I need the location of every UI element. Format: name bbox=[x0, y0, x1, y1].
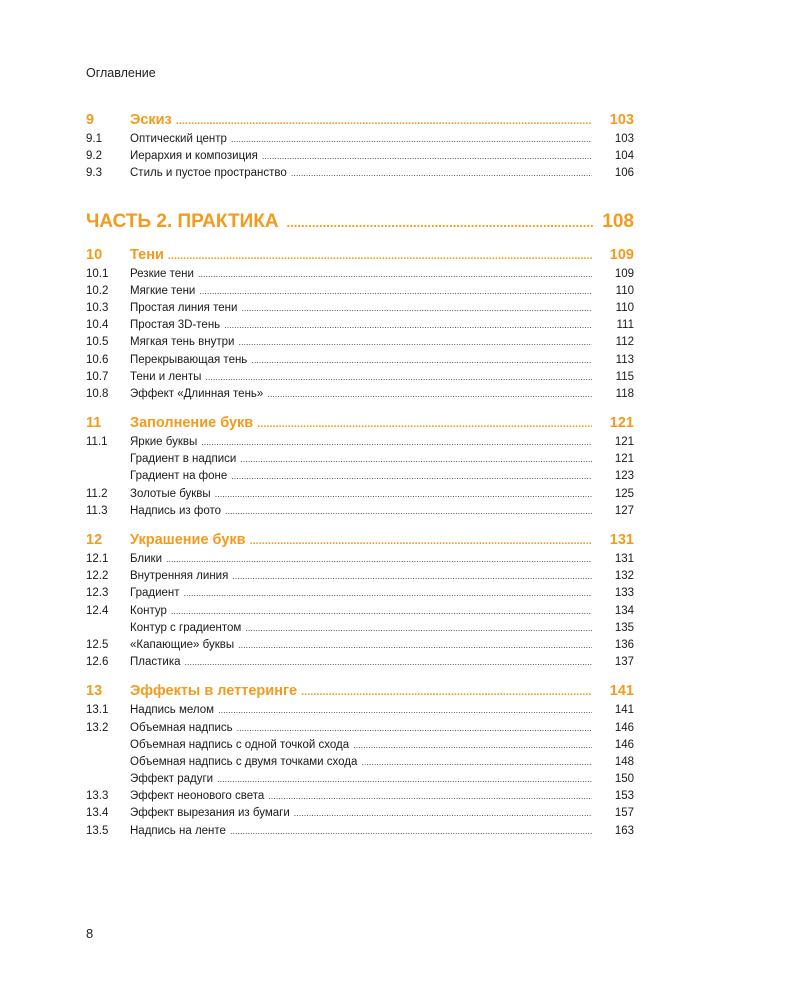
entry-title: Эффект вырезания из бумаги bbox=[130, 807, 290, 820]
dot-leader bbox=[257, 418, 592, 430]
entry-title: Градиент в надписи bbox=[130, 453, 237, 466]
entry-number: 12.2 bbox=[86, 570, 109, 583]
entry-number: 13.2 bbox=[86, 721, 109, 734]
dot-leader bbox=[215, 489, 592, 499]
toc-entry[interactable] bbox=[86, 268, 634, 285]
part-title: ЧАСТЬ 2. ПРАКТИКА bbox=[86, 210, 279, 232]
dot-leader bbox=[301, 686, 592, 698]
dot-leader bbox=[238, 640, 592, 650]
toc-entry[interactable] bbox=[86, 605, 634, 622]
toc-entry[interactable] bbox=[86, 807, 634, 824]
dot-leader bbox=[245, 623, 592, 633]
entry-title: Стиль и пустое пространство bbox=[130, 167, 287, 180]
entry-page: 109 bbox=[614, 267, 634, 280]
toc-entry[interactable] bbox=[86, 133, 634, 150]
entry-title: Внутренняя линия bbox=[130, 570, 229, 583]
toc-entry[interactable] bbox=[86, 371, 634, 388]
entry-page: 146 bbox=[614, 721, 634, 734]
table-of-contents bbox=[86, 112, 634, 842]
toc-entry[interactable] bbox=[86, 756, 634, 773]
toc-entry[interactable] bbox=[86, 167, 634, 184]
dot-leader bbox=[199, 286, 592, 296]
entry-title: Контур bbox=[130, 604, 167, 617]
dot-leader bbox=[353, 740, 592, 750]
dot-leader bbox=[268, 791, 592, 801]
entry-title: Блики bbox=[130, 553, 163, 565]
entry-title: Контур с градиентом bbox=[130, 621, 242, 634]
chapter-page: 121 bbox=[609, 415, 634, 432]
dot-leader bbox=[224, 320, 592, 330]
dot-leader bbox=[205, 372, 592, 382]
entry-title: Эффект неонового света bbox=[130, 790, 265, 803]
dot-leader bbox=[230, 826, 592, 836]
dot-leader bbox=[291, 168, 592, 178]
entry-title: Градиент bbox=[130, 587, 180, 600]
toc-entry[interactable] bbox=[86, 336, 634, 353]
entry-page: 111 bbox=[616, 319, 634, 332]
entry-title: Объемная надпись с одной точкой схода bbox=[130, 738, 350, 751]
entry-page: 106 bbox=[614, 167, 634, 180]
dot-leader bbox=[231, 471, 592, 481]
toc-entry[interactable] bbox=[86, 773, 634, 790]
entry-page: 137 bbox=[614, 656, 634, 669]
entry-page: 127 bbox=[614, 504, 634, 517]
entry-page: 118 bbox=[615, 387, 634, 400]
toc-chapter-13[interactable] bbox=[86, 683, 634, 704]
chapter-title: Эскиз bbox=[130, 112, 172, 128]
entry-title: Эффект «Длинная тень» bbox=[130, 387, 264, 400]
chapter-title: Тени bbox=[130, 246, 164, 263]
toc-entry[interactable] bbox=[86, 354, 634, 371]
entry-page: 103 bbox=[614, 133, 634, 145]
toc-entry[interactable] bbox=[86, 505, 634, 522]
dot-leader bbox=[201, 437, 592, 447]
toc-part-2[interactable] bbox=[86, 211, 634, 237]
toc-entry[interactable] bbox=[86, 656, 634, 673]
entry-title: Оптический центр bbox=[130, 133, 227, 145]
entry-number: 12.6 bbox=[86, 656, 109, 669]
toc-entry[interactable] bbox=[86, 553, 634, 570]
entry-page: 110 bbox=[615, 301, 634, 314]
entry-page: 153 bbox=[614, 790, 634, 803]
entry-number: 12.5 bbox=[86, 638, 109, 651]
entry-title: Надпись на ленте bbox=[130, 824, 226, 837]
entry-number: 12.4 bbox=[86, 604, 109, 617]
chapter-page: 141 bbox=[609, 683, 634, 700]
dot-leader bbox=[237, 723, 592, 733]
dot-leader bbox=[198, 269, 592, 279]
dot-leader bbox=[267, 389, 592, 399]
toc-entry[interactable] bbox=[86, 570, 634, 587]
dot-leader bbox=[185, 657, 593, 667]
chapter-title: Эффекты в леттеринге bbox=[130, 683, 298, 700]
entry-number: 10.4 bbox=[86, 319, 109, 332]
toc-chapter-10[interactable] bbox=[86, 247, 634, 268]
entry-number: 11.3 bbox=[86, 504, 108, 517]
toc-entry[interactable] bbox=[86, 825, 634, 842]
toc-entry[interactable] bbox=[86, 639, 634, 656]
toc-entry[interactable] bbox=[86, 470, 634, 487]
entry-title: Простая линия тени bbox=[130, 301, 238, 314]
entry-page: 133 bbox=[614, 587, 634, 600]
entry-number: 10.2 bbox=[86, 284, 109, 297]
entry-page: 121 bbox=[614, 436, 634, 449]
dot-leader bbox=[250, 535, 592, 547]
entry-title: Яркие буквы bbox=[130, 436, 198, 449]
dot-leader bbox=[251, 355, 592, 365]
entry-title: Надпись из фото bbox=[130, 504, 222, 517]
entry-number: 10.1 bbox=[86, 267, 109, 280]
toc-entry[interactable] bbox=[86, 285, 634, 302]
dot-leader bbox=[238, 337, 592, 347]
toc-entry[interactable] bbox=[86, 453, 634, 470]
entry-page: 132 bbox=[614, 570, 634, 583]
toc-entry[interactable] bbox=[86, 722, 634, 739]
dot-leader bbox=[287, 215, 595, 230]
entry-title: Эффект радуги bbox=[130, 773, 214, 786]
entry-title: Градиент на фоне bbox=[130, 470, 228, 483]
entry-number: 9.2 bbox=[86, 150, 102, 163]
toc-entry[interactable] bbox=[86, 488, 634, 505]
chapter-page: 103 bbox=[609, 112, 634, 128]
toc-chapter-9[interactable] bbox=[86, 112, 634, 133]
dot-leader bbox=[168, 250, 592, 262]
entry-page: 115 bbox=[615, 370, 634, 383]
entry-page: 135 bbox=[614, 621, 634, 634]
chapter-number: 10 bbox=[86, 246, 103, 263]
entry-page: 112 bbox=[615, 336, 634, 349]
entry-page: 121 bbox=[614, 453, 634, 466]
dot-leader bbox=[361, 757, 592, 767]
entry-page: 125 bbox=[614, 487, 634, 500]
toc-entry[interactable] bbox=[86, 622, 634, 639]
toc-chapter-12[interactable] bbox=[86, 532, 634, 553]
chapter-title: Заполнение букв bbox=[130, 415, 254, 432]
dot-leader bbox=[231, 134, 592, 144]
entry-page: 146 bbox=[614, 738, 634, 751]
entry-number: 10.3 bbox=[86, 301, 109, 314]
running-header: Оглавление bbox=[86, 66, 156, 80]
toc-entry[interactable] bbox=[86, 319, 634, 336]
entry-number: 12.3 bbox=[86, 587, 109, 600]
dot-leader bbox=[262, 151, 592, 161]
entry-number: 11.2 bbox=[86, 487, 108, 500]
dot-leader bbox=[218, 705, 592, 715]
entry-title: Пластика bbox=[130, 656, 181, 669]
entry-title: Объемная надпись bbox=[130, 721, 233, 734]
entry-page: 134 bbox=[614, 604, 634, 617]
entry-title: Иерархия и композиция bbox=[130, 150, 258, 163]
dot-leader bbox=[232, 571, 592, 581]
entry-title: Тени и ленты bbox=[130, 370, 202, 383]
entry-page: 131 bbox=[614, 553, 634, 565]
entry-page: 113 bbox=[615, 353, 634, 366]
entry-number: 10.6 bbox=[86, 353, 109, 366]
entry-title: Резкие тени bbox=[130, 267, 194, 280]
toc-entry[interactable] bbox=[86, 790, 634, 807]
dot-leader bbox=[166, 554, 592, 564]
entry-title: Золотые буквы bbox=[130, 487, 211, 500]
toc-chapter-11[interactable] bbox=[86, 415, 634, 436]
toc-entry[interactable] bbox=[86, 302, 634, 319]
entry-number: 13.4 bbox=[86, 807, 109, 820]
entry-title: Перекрывающая тень bbox=[130, 353, 248, 366]
entry-number: 9.1 bbox=[86, 133, 102, 145]
toc-entry[interactable] bbox=[86, 704, 634, 721]
toc-entry[interactable] bbox=[86, 150, 634, 167]
entry-number: 10.5 bbox=[86, 336, 109, 349]
toc-entry[interactable] bbox=[86, 587, 634, 604]
entry-number: 11.1 bbox=[86, 436, 108, 449]
entry-title: Мягкая тень внутри bbox=[130, 336, 235, 349]
entry-page: 157 bbox=[614, 807, 634, 820]
dot-leader bbox=[240, 454, 592, 464]
dot-leader bbox=[184, 588, 592, 598]
entry-page: 148 bbox=[614, 755, 634, 768]
chapter-number: 12 bbox=[86, 532, 103, 548]
entry-page: 136 bbox=[614, 638, 634, 651]
entry-page: 141 bbox=[614, 704, 634, 717]
entry-number: 13.3 bbox=[86, 790, 109, 803]
entry-number: 12.1 bbox=[86, 553, 109, 565]
entry-page: 104 bbox=[614, 150, 634, 163]
dot-leader bbox=[241, 303, 592, 313]
entry-number: 13.1 bbox=[86, 704, 109, 717]
entry-title: Объемная надпись с двумя точками схода bbox=[130, 755, 358, 768]
chapter-number: 9 bbox=[86, 112, 95, 128]
chapter-title: Украшение букв bbox=[130, 532, 246, 548]
page-number: 8 bbox=[86, 926, 94, 941]
toc-entry[interactable] bbox=[86, 436, 634, 453]
entry-number: 13.5 bbox=[86, 824, 109, 837]
toc-entry[interactable] bbox=[86, 739, 634, 756]
entry-number: 10.7 bbox=[86, 370, 109, 383]
chapter-page: 109 bbox=[609, 246, 634, 263]
dot-leader bbox=[294, 808, 592, 818]
entry-page: 150 bbox=[614, 773, 634, 786]
dot-leader bbox=[171, 606, 592, 616]
entry-title: «Капающие» буквы bbox=[130, 638, 235, 651]
dot-leader bbox=[176, 115, 592, 127]
entry-number: 10.8 bbox=[86, 387, 109, 400]
entry-page: 163 bbox=[614, 824, 634, 837]
dot-leader bbox=[225, 506, 592, 516]
toc-entry[interactable] bbox=[86, 388, 634, 405]
dot-leader bbox=[217, 774, 592, 784]
chapter-number: 13 bbox=[86, 683, 103, 700]
entry-page: 110 bbox=[615, 284, 634, 297]
entry-title: Мягкие тени bbox=[130, 284, 196, 297]
entry-title: Простая 3D-тень bbox=[130, 319, 221, 332]
entry-number: 9.3 bbox=[86, 167, 102, 180]
chapter-number: 11 bbox=[86, 415, 102, 432]
chapter-page: 131 bbox=[609, 532, 634, 548]
part-page: 108 bbox=[602, 210, 634, 232]
entry-page: 123 bbox=[614, 470, 634, 483]
entry-title: Надпись мелом bbox=[130, 704, 215, 717]
